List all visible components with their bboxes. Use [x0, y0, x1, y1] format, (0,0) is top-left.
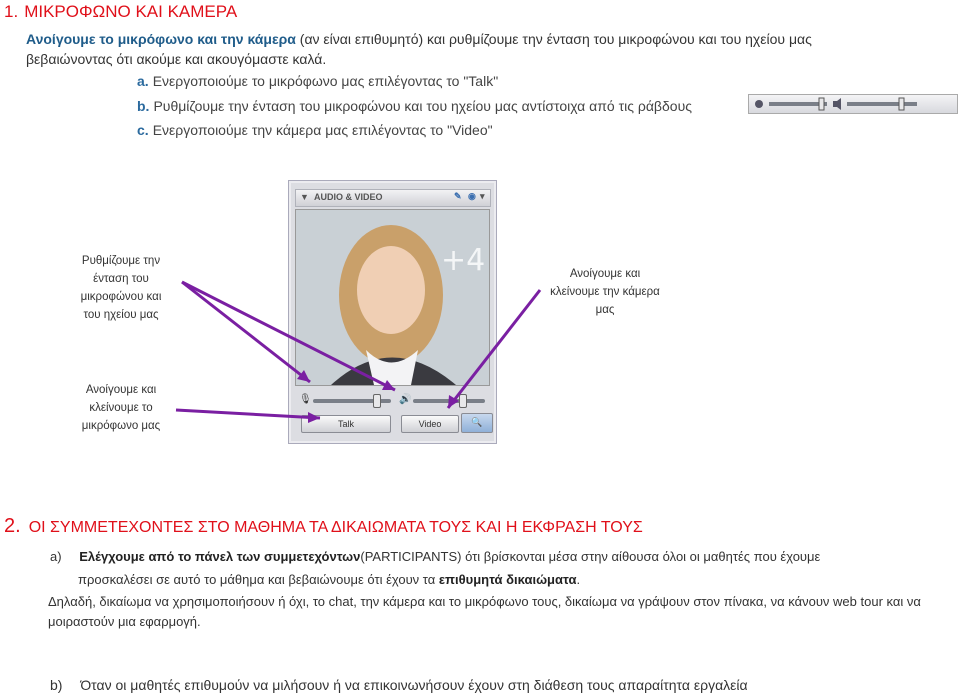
section-2-heading	[4, 515, 643, 538]
talk-button[interactable]: Talk	[301, 415, 391, 433]
list-text-b: Ρυθμίζουμε την ένταση του μικροφώνου και του ηχείου μας αντίστοιχα από τις ράβδους	[153, 98, 692, 114]
item-a-label: a)	[50, 549, 62, 564]
list-text-a: Ενεργοποιούμε το μικρόφωνο μας επιλέγοντας το "Talk"	[152, 73, 499, 89]
callout-volume-line: ένταση του	[93, 273, 149, 285]
item-a-rest: (PARTICIPANTS) ότι βρίσκονται μέσα στην αίθουσα όλοι οι μαθητές που έχουμε	[360, 549, 821, 564]
intro-line-2: βεβαιώνοντας ότι ακούμε και ακουγόμαστε καλά.	[26, 51, 327, 67]
section-1-number: 1.	[4, 2, 19, 21]
menu-icon[interactable]: ▾	[480, 191, 485, 201]
mic-icon: 🎙	[299, 394, 312, 405]
settings-icon[interactable]: ✎	[454, 191, 462, 201]
callout-volume-line: Ρυθμίζουμε την	[81, 255, 161, 267]
callout-mic-line: Ανοίγουμε και	[85, 384, 157, 396]
section-2-paragraph-line-1: Δηλαδή, δικαίωμα να χρησιμοποιήσουν ή όχι, το chat, την κάμερα και το μικρόφωνο τους, δικαίωμα να γράψουν στον πίνακα, να κάνουν web tour και να	[48, 594, 921, 609]
section-2-item-b	[50, 677, 748, 693]
svg-text:+4: +4	[441, 243, 486, 278]
item-b-text: Όταν οι μαθητές επιθυμούν να μιλήσουν ή να επικοινωνήσουν έχουν στη διάθεση τους απαραίτητα εργαλεία	[80, 677, 748, 693]
section-1-title: ΜΙΚΡΟΦΩΝΟ ΚΑΙ ΚΑΜΕΡΑ	[24, 2, 238, 21]
list-text-c: Ενεργοποιούμε την κάμερα μας επιλέγοντας το "Video"	[152, 122, 493, 138]
item-a-bold: Ελέγχουμε από το πάνελ των συμμετεχόντων	[79, 549, 361, 564]
section-2-item-a	[50, 549, 820, 564]
callout-camera-line: μας	[595, 304, 615, 316]
item-a-line-2-end: .	[576, 572, 581, 587]
item-b-label: b)	[50, 677, 63, 693]
speaker-icon: 🔊	[399, 394, 412, 405]
callout-camera-line: Ανοίγουμε και	[569, 268, 641, 280]
intro-bold: Ανοίγουμε το μικρόφωνο και την κάμερα	[26, 31, 296, 47]
arrow-mic	[176, 410, 320, 418]
panel-header-title: AUDIO & VIDEO	[314, 192, 383, 202]
section-2-paragraph-line-2: μοιραστούν μια εφαρμογή.	[48, 614, 201, 629]
item-a-line-2-bold: επιθυμητά δικαιώματα	[438, 572, 577, 587]
arrow-volume-speaker	[182, 282, 395, 390]
magnify-icon[interactable]: 🔍	[461, 413, 493, 433]
intro-rest: (αν είναι επιθυμητό) και ρυθμίζουμε την ένταση του μικροφώνου και του ηχείου μας	[295, 31, 812, 47]
list-label-b: b.	[137, 98, 150, 114]
collapse-triangle-icon[interactable]: ▼	[300, 192, 309, 202]
item-a-line-2-text: προσκαλέσει σε αυτό το μάθημα και βεβαιώνουμε ότι έχουν τα	[78, 572, 439, 587]
callout-volume-line: μικροφώνου και	[80, 291, 162, 303]
callout-camera-line: κλείνουμε την κάμερα	[550, 286, 660, 298]
list-label-a: a.	[137, 73, 149, 89]
video-settings-icon[interactable]: ◉	[468, 191, 476, 201]
arrow-camera	[448, 290, 540, 408]
section-2-title: ΟΙ ΣΥΜΜΕΤΕΧΟΝΤΕΣ ΣΤΟ ΜΑΘΗΜΑ ΤΑ ΔΙΚΑΙΩΜΑΤΑ ΤΟΥΣ ΚΑΙ Η ΕΚΦΡΑΣΗ ΤΟΥΣ	[28, 519, 643, 536]
arrow-volume-mic	[182, 282, 310, 382]
callout-mic-line: κλείνουμε το	[89, 402, 153, 414]
video-button[interactable]: Video	[401, 415, 459, 433]
callout-volume-line: του ηχείου μας	[83, 309, 159, 321]
section-2-item-a-line-2	[78, 572, 580, 587]
callout-mic-line: μικρόφωνο μας	[81, 420, 161, 432]
section-2-number: 2.	[4, 515, 21, 537]
list-label-c: c.	[137, 122, 149, 138]
